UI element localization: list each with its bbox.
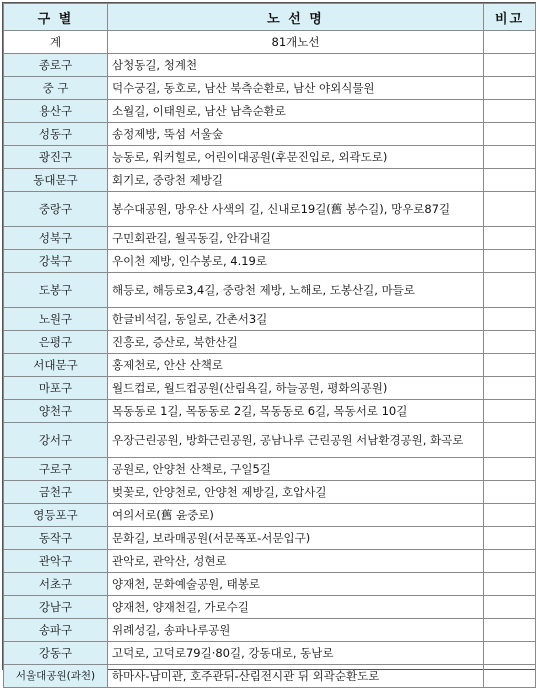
route-names: 월드컵로, 월드컵공원(산림욕길, 하늘공원, 평화의공원) xyxy=(108,377,484,400)
route-names: 공원로, 안양천 산책로, 구일5길 xyxy=(108,458,484,481)
note-cell xyxy=(484,596,536,619)
district-name: 마포구 xyxy=(4,377,108,400)
district-name: 동대문구 xyxy=(4,169,108,192)
table-row xyxy=(4,54,536,77)
note-cell xyxy=(484,619,536,642)
note-cell xyxy=(484,377,536,400)
district-name: 관악구 xyxy=(4,550,108,573)
route-names: 양재천, 문화예술공원, 태봉로 xyxy=(108,573,484,596)
district-name: 구로구 xyxy=(4,458,108,481)
table-row xyxy=(4,481,536,504)
table-row xyxy=(4,123,536,146)
district-name: 서울대공원(과천) xyxy=(4,665,108,688)
note-cell xyxy=(484,169,536,192)
table-row xyxy=(4,100,536,123)
district-name: 성동구 xyxy=(4,123,108,146)
district-name: 종로구 xyxy=(4,54,108,77)
total-label: 계 xyxy=(4,31,108,54)
district-name: 중 구 xyxy=(4,77,108,100)
district-name: 송파구 xyxy=(4,619,108,642)
route-names: 여의서로(舊 윤중로) xyxy=(108,504,484,527)
note-cell xyxy=(484,481,536,504)
table-row xyxy=(4,665,536,688)
district-name: 양천구 xyxy=(4,400,108,423)
route-names: 벚꽃로, 안양천로, 안양천 제방길, 호압사길 xyxy=(108,481,484,504)
table-row xyxy=(4,458,536,481)
route-names: 소월길, 이태원로, 남산 남측순환로 xyxy=(108,100,484,123)
table-row xyxy=(4,77,536,100)
district-name: 중랑구 xyxy=(4,192,108,227)
table-row xyxy=(4,619,536,642)
note-cell xyxy=(484,273,536,308)
route-names: 고덕로, 고덕로79길·80길, 강동대로, 동남로 xyxy=(108,642,484,665)
route-names: 봉수대공원, 망우산 사색의 길, 신내로19길(舊 봉수길), 망우로87길 xyxy=(108,192,484,227)
total-row xyxy=(4,31,536,54)
route-names: 우이천 제방, 인수봉로, 4.19로 xyxy=(108,250,484,273)
route-names: 위례성길, 송파나루공원 xyxy=(108,619,484,642)
route-names: 홍제천로, 안산 산책로 xyxy=(108,354,484,377)
table-row xyxy=(4,550,536,573)
route-names: 문화길, 보라매공원(서문폭포-서문입구) xyxy=(108,527,484,550)
route-names: 하마사-남미관, 호주관뒤-산림전시관 뒤 외곽순환도로 xyxy=(108,665,484,688)
table-row xyxy=(4,273,536,308)
table-row xyxy=(4,527,536,550)
district-name: 강남구 xyxy=(4,596,108,619)
note-cell xyxy=(484,458,536,481)
district-name: 서대문구 xyxy=(4,354,108,377)
note-cell xyxy=(484,400,536,423)
note-cell xyxy=(484,573,536,596)
district-name: 성북구 xyxy=(4,227,108,250)
note-cell xyxy=(484,423,536,458)
route-names: 능동로, 워커힐로, 어린이대공원(후문진입로, 외곽도로) xyxy=(108,146,484,169)
district-name: 용산구 xyxy=(4,100,108,123)
note-cell xyxy=(484,54,536,77)
route-names: 양재천, 양재천길, 가로수길 xyxy=(108,596,484,619)
route-names: 송정제방, 뚝섬 서울숲 xyxy=(108,123,484,146)
header-routes: 노 선 명 xyxy=(108,4,484,31)
table-row xyxy=(4,596,536,619)
table-row xyxy=(4,250,536,273)
district-name: 광진구 xyxy=(4,146,108,169)
note-cell xyxy=(484,123,536,146)
table-row xyxy=(4,192,536,227)
district-name: 노원구 xyxy=(4,308,108,331)
route-names: 우장근린공원, 방화근린공원, 공남나루 근린공원 서남환경공원, 화곡로 xyxy=(108,423,484,458)
note-cell xyxy=(484,527,536,550)
note-cell xyxy=(484,77,536,100)
table-row xyxy=(4,354,536,377)
table-row xyxy=(4,169,536,192)
note-cell xyxy=(484,250,536,273)
route-names: 목동동로 1길, 목동동로 2길, 목동동로 6길, 목동서로 10길 xyxy=(108,400,484,423)
table-row xyxy=(4,308,536,331)
route-table xyxy=(3,3,536,688)
note-cell xyxy=(484,642,536,665)
district-name: 강북구 xyxy=(4,250,108,273)
header-row xyxy=(4,4,536,31)
note-cell xyxy=(484,331,536,354)
table-row xyxy=(4,504,536,527)
district-name: 서초구 xyxy=(4,573,108,596)
district-name: 도봉구 xyxy=(4,273,108,308)
note-cell xyxy=(484,308,536,331)
table-row xyxy=(4,573,536,596)
table-row xyxy=(4,377,536,400)
note-cell xyxy=(484,100,536,123)
note-cell xyxy=(484,354,536,377)
district-name: 강서구 xyxy=(4,423,108,458)
route-names: 삼청동길, 청계천 xyxy=(108,54,484,77)
note-cell xyxy=(484,146,536,169)
table-row xyxy=(4,400,536,423)
route-names: 한글비석길, 동일로, 간촌서3길 xyxy=(108,308,484,331)
note-cell xyxy=(484,665,536,688)
note-cell xyxy=(484,227,536,250)
header-note: 비고 xyxy=(484,4,536,31)
table-row xyxy=(4,423,536,458)
total-note xyxy=(484,31,536,54)
route-names: 관악로, 관악산, 성현로 xyxy=(108,550,484,573)
note-cell xyxy=(484,504,536,527)
route-names: 구민회관길, 월곡동길, 안감내길 xyxy=(108,227,484,250)
district-name: 은평구 xyxy=(4,331,108,354)
note-cell xyxy=(484,550,536,573)
table-row xyxy=(4,227,536,250)
note-cell xyxy=(484,192,536,227)
table-row xyxy=(4,642,536,665)
route-table-frame xyxy=(2,2,536,683)
header-district: 구 별 xyxy=(4,4,108,31)
district-name: 강동구 xyxy=(4,642,108,665)
table-row xyxy=(4,331,536,354)
district-name: 동작구 xyxy=(4,527,108,550)
route-names: 진흥로, 증산로, 북한산길 xyxy=(108,331,484,354)
total-value: 81개노선 xyxy=(108,31,484,54)
route-names: 덕수궁길, 동호로, 남산 북측순환로, 남산 야외식물원 xyxy=(108,77,484,100)
district-name: 금천구 xyxy=(4,481,108,504)
table-row xyxy=(4,146,536,169)
route-names: 회기로, 중랑천 제방길 xyxy=(108,169,484,192)
district-name: 영등포구 xyxy=(4,504,108,527)
route-names: 해등로, 해등로3,4길, 중랑천 제방, 노해로, 도봉산길, 마들로 xyxy=(108,273,484,308)
